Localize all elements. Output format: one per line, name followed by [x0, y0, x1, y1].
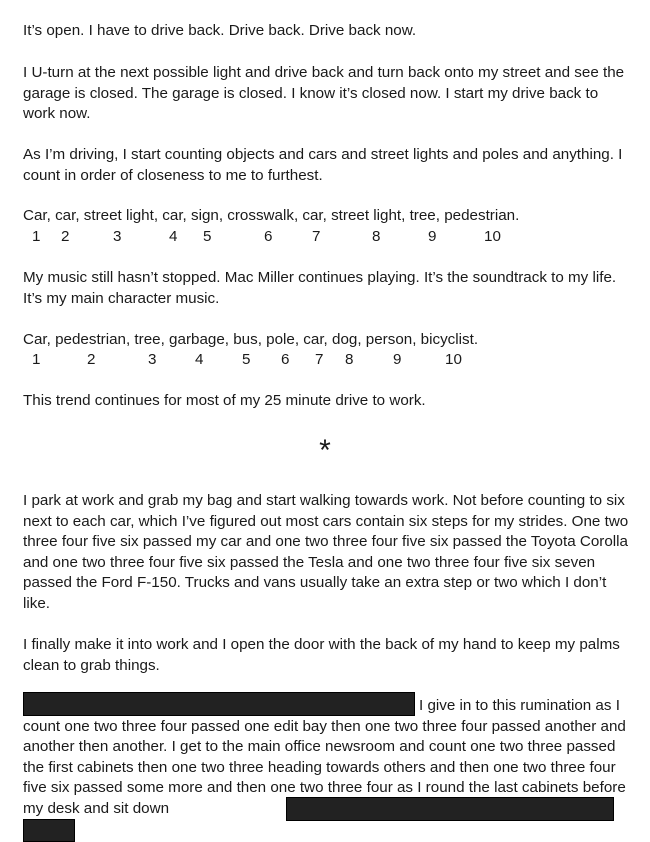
redaction-bar — [23, 819, 75, 842]
count-number: 5 — [242, 351, 251, 368]
count-list-1: Car, car, street light, car, sign, crosswalk, car, street light, tree, pedestrian. — [23, 207, 520, 224]
paragraph-2: I U-turn at the next possible light and drive back and turn back onto my street and see the garage is closed. The garage is closed. I know it’s closed now. I start my drive back to work now. — [23, 64, 625, 122]
paragraph-10: I give in to this rumination as I count one two three four passed one edit bay then one two three four passed another and another then another. I get to the main office newsroom and count one two three passed the first cabinets then one two three heading towards others and then one two three four five six passed some more and then one two three four as I round the last cabinets before my desk and sit down — [23, 697, 626, 817]
count-number: 5 — [203, 228, 212, 245]
count-number: 9 — [428, 228, 437, 245]
count-numbers-2 — [23, 350, 633, 371]
count-number: 6 — [281, 351, 290, 368]
section-separator: * — [319, 434, 331, 467]
count-number: 9 — [393, 351, 402, 368]
count-number: 10 — [445, 351, 462, 368]
count-number: 4 — [195, 351, 204, 368]
count-number: 4 — [169, 228, 178, 245]
count-number: 10 — [484, 228, 501, 245]
count-number: 1 — [32, 228, 41, 245]
count-number: 2 — [61, 228, 70, 245]
count-number: 7 — [315, 351, 324, 368]
count-number: 1 — [32, 351, 41, 368]
redaction-bar — [286, 797, 614, 821]
paragraph-3: As I’m driving, I start counting objects and cars and street lights and poles and anything. I count in order of closeness to me to furthest. — [23, 146, 623, 184]
count-number: 8 — [372, 228, 381, 245]
paragraph-8: I park at work and grab my bag and start walking towards work. Not before counting to six next to each car, which I’ve figured out most cars contain six steps for my strides. One two three four five six passed my car and one two three four five six passed the Toyota Corolla and one two three four five six passed the Tesla and one two three four five six seven passed the Ford F-150. Trucks and vans usually take an extra step or two which I don’t like. — [23, 492, 629, 612]
count-number: 6 — [264, 228, 273, 245]
paragraph-7: This trend continues for most of my 25 minute drive to work. — [23, 392, 426, 409]
count-number: 8 — [345, 351, 354, 368]
paragraph-5: My music still hasn’t stopped. Mac Miller continues playing. It’s the soundtrack to my life. It’s my main character music. — [23, 269, 617, 307]
redaction-bar — [23, 692, 415, 716]
count-number: 3 — [148, 351, 157, 368]
count-number: 3 — [113, 228, 122, 245]
paragraph-1: It’s open. I have to drive back. Drive back. Drive back now. — [23, 22, 417, 39]
count-list-2: Car, pedestrian, tree, garbage, bus, pole, car, dog, person, bicyclist. — [23, 331, 479, 348]
count-number: 7 — [312, 228, 321, 245]
count-number: 2 — [87, 351, 96, 368]
count-numbers-1 — [23, 227, 633, 248]
paragraph-9: I finally make it into work and I open the door with the back of my hand to keep my palms clean to grab things. — [23, 636, 620, 674]
